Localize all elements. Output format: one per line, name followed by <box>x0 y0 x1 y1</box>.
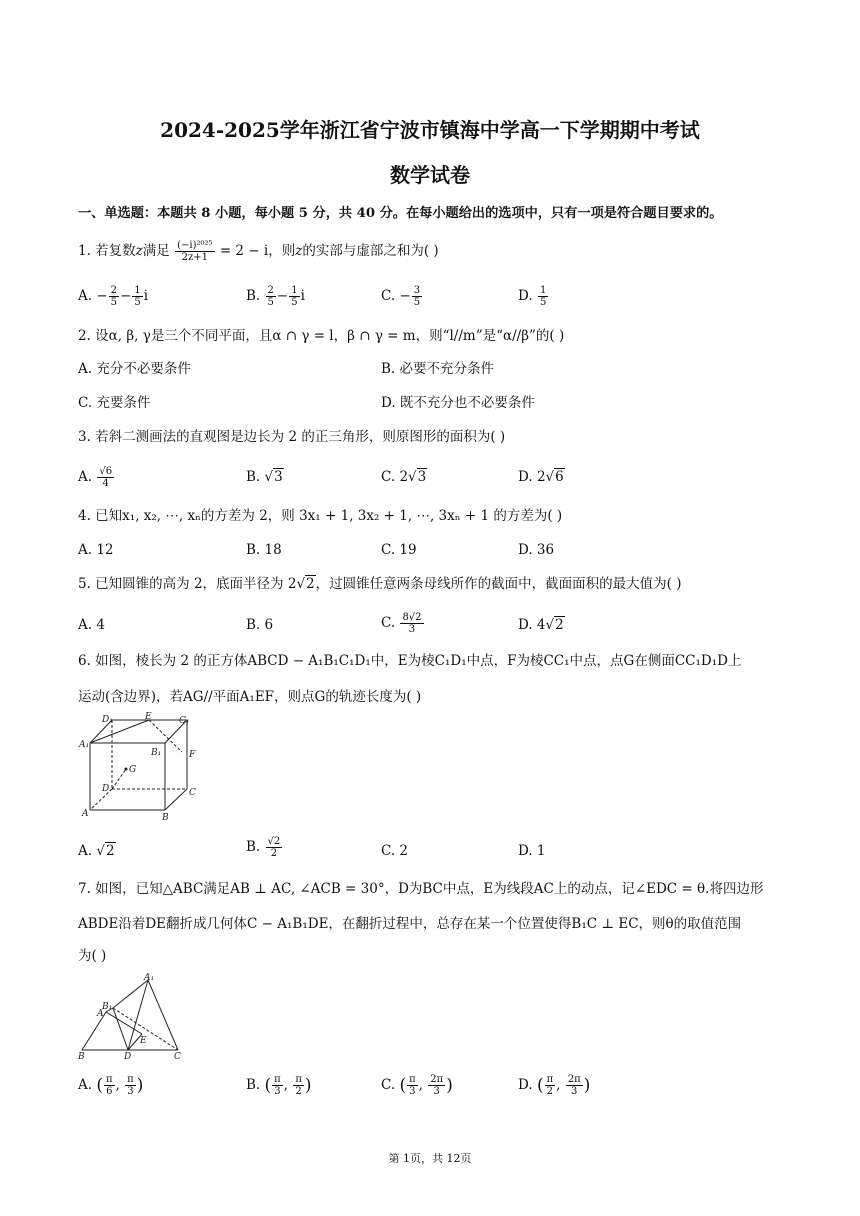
q3-option-b[interactable]: B. √3 <box>246 469 283 485</box>
label-b-tri: B <box>78 1052 85 1062</box>
label-d: D <box>102 784 110 794</box>
q2-option-a[interactable]: A. 充分不必要条件 <box>78 361 191 377</box>
question-5: 5. 已知圆锥的高为 2，底面半径为 2√2，过圆锥任意两条母线所作的截面中，截面面积的最大值为( ) <box>78 576 682 592</box>
label-f: F <box>189 750 196 760</box>
q1-option-b[interactable]: B. $\frac{2}{5}$ − $\frac{1}{5}$ i <box>246 285 305 308</box>
question-1: 1. 若复数z满足 $\frac{\text{(−i)²⁰²⁵}}{2z+1}$ = 2 − i，则z的实部与虚部之和为( ) <box>78 240 439 263</box>
q2-option-d[interactable]: D. 既不充分也不必要条件 <box>381 395 535 411</box>
page-footer: 第 1页，共 12页 <box>388 1152 472 1165</box>
label-c1: C₁ <box>179 716 190 726</box>
q4-option-d[interactable]: D. 36 <box>518 542 555 558</box>
question-4: 4. 已知x₁, x₂, ⋯, xₙ的方差为 2，则 3x₁ + 1, 3x₂ + 1, ⋯, 3xₙ + 1 的方差为( ) <box>78 508 563 524</box>
label-a-tri: A <box>97 1009 104 1019</box>
label-b: B <box>162 813 169 823</box>
q7-option-a[interactable]: A. ( $\frac{\pi}{6}$ , $\frac{\pi}{3}$ ) <box>78 1074 144 1097</box>
cube-figure <box>78 712 198 828</box>
q3-option-a[interactable]: A. $\frac{√6}{4}$ <box>78 466 113 489</box>
question-2: 2. 设α, β, γ是三个不同平面，且α ∩ γ = l，β ∩ γ = m，则“l//m”是“α//β”的( ) <box>78 328 565 344</box>
q3-option-c[interactable]: C. 2√3 <box>381 469 427 485</box>
q5-option-b[interactable]: B. 6 <box>246 617 274 633</box>
q6-option-c[interactable]: C. 2 <box>381 843 409 859</box>
q1-option-c[interactable]: C. − $\frac{3}{5}$ <box>381 285 421 308</box>
question-6-line-1: 6. 如图，棱长为 2 的正方体ABCD − A₁B₁C₁D₁中，E为棱C₁D₁中点，F为棱CC₁中点，点G在侧面CC₁D₁D上 <box>78 653 742 669</box>
q4-option-b[interactable]: B. 18 <box>246 542 282 558</box>
q7-option-c[interactable]: C. ( $\frac{\pi}{3}$ , $\frac{2\pi}{3}$ ) <box>381 1074 453 1097</box>
question-7-line-3: 为( ) <box>78 948 107 964</box>
question-3: 3. 若斜二测画法的直观图是边长为 2 的正三角形，则原图形的面积为( ) <box>78 429 506 445</box>
q6-option-d[interactable]: D. 1 <box>518 843 546 859</box>
label-g: G <box>129 765 137 775</box>
q1-option-d[interactable]: D. $\frac{1}{5}$ <box>518 285 547 308</box>
q2-option-b[interactable]: B. 必要不充分条件 <box>381 361 495 377</box>
q5-option-d[interactable]: D. 4√2 <box>518 617 564 633</box>
label-a1-tri: A₁ <box>144 973 155 983</box>
label-a1: A₁ <box>79 740 90 750</box>
label-c: C <box>189 788 196 798</box>
q6-option-a[interactable]: A. √2 <box>78 843 115 859</box>
label-b1-tri: B₁ <box>102 1002 113 1012</box>
exam-title: 2024-2025学年浙江省宁波市镇海中学高一下学期期中考试 <box>160 118 700 142</box>
q4-option-a[interactable]: A. 12 <box>78 542 114 558</box>
section-heading: 一、单选题：本题共 8 小题，每小题 5 分，共 40 分。在每小题给出的选项中，只有一项是符合题目要求的。 <box>78 206 723 221</box>
question-7-line-1: 7. 如图，已知△ABC满足AB ⊥ AC, ∠ACB = 30°，D为BC中点，E为线段AC上的动点，记∠EDC = θ.将四边形 <box>78 881 764 897</box>
q4-option-c[interactable]: C. 19 <box>381 542 417 558</box>
exam-subtitle: 数学试卷 <box>390 163 470 187</box>
q2-option-c[interactable]: C. 充要条件 <box>78 395 151 411</box>
q7-option-d[interactable]: D. ( $\frac{\pi}{2}$ , $\frac{2\pi}{3}$ ) <box>518 1074 591 1097</box>
question-6-line-2: 运动(含边界)，若AG//平面A₁EF，则点G的轨迹长度为( ) <box>78 689 422 705</box>
q5-option-a[interactable]: A. 4 <box>78 617 105 633</box>
label-e: E <box>145 712 152 722</box>
label-c-tri: C <box>174 1052 181 1062</box>
question-7-line-2: ABDE沿着DE翻折成几何体C − A₁B₁DE，在翻折过程中，总存在某一个位置使得B₁C ⊥ EC，则θ的取值范围 <box>78 916 742 932</box>
q1-option-a[interactable]: A. − $\frac{2}{5}$ − $\frac{1}{5}$ i <box>78 285 149 308</box>
q3-option-d[interactable]: D. 2√6 <box>518 469 564 485</box>
label-b1: B₁ <box>151 748 162 758</box>
label-a: A <box>82 809 89 819</box>
q5-option-c[interactable]: C. $\frac{8√2}{3}$ <box>381 612 422 635</box>
label-d-tri: D <box>124 1052 132 1062</box>
label-d1: D₁ <box>102 715 113 725</box>
q1-fraction: $\frac{\text{(−i)²⁰²⁵}}{2z+1}$ <box>177 240 213 263</box>
label-e-tri: E <box>140 1036 147 1046</box>
triangle-figure <box>78 972 188 1062</box>
q7-option-b[interactable]: B. ( $\frac{\pi}{3}$ , $\frac{\pi}{2}$ ) <box>246 1074 312 1097</box>
q6-option-b[interactable]: B. $\frac{√2}{2}$ <box>246 836 281 859</box>
